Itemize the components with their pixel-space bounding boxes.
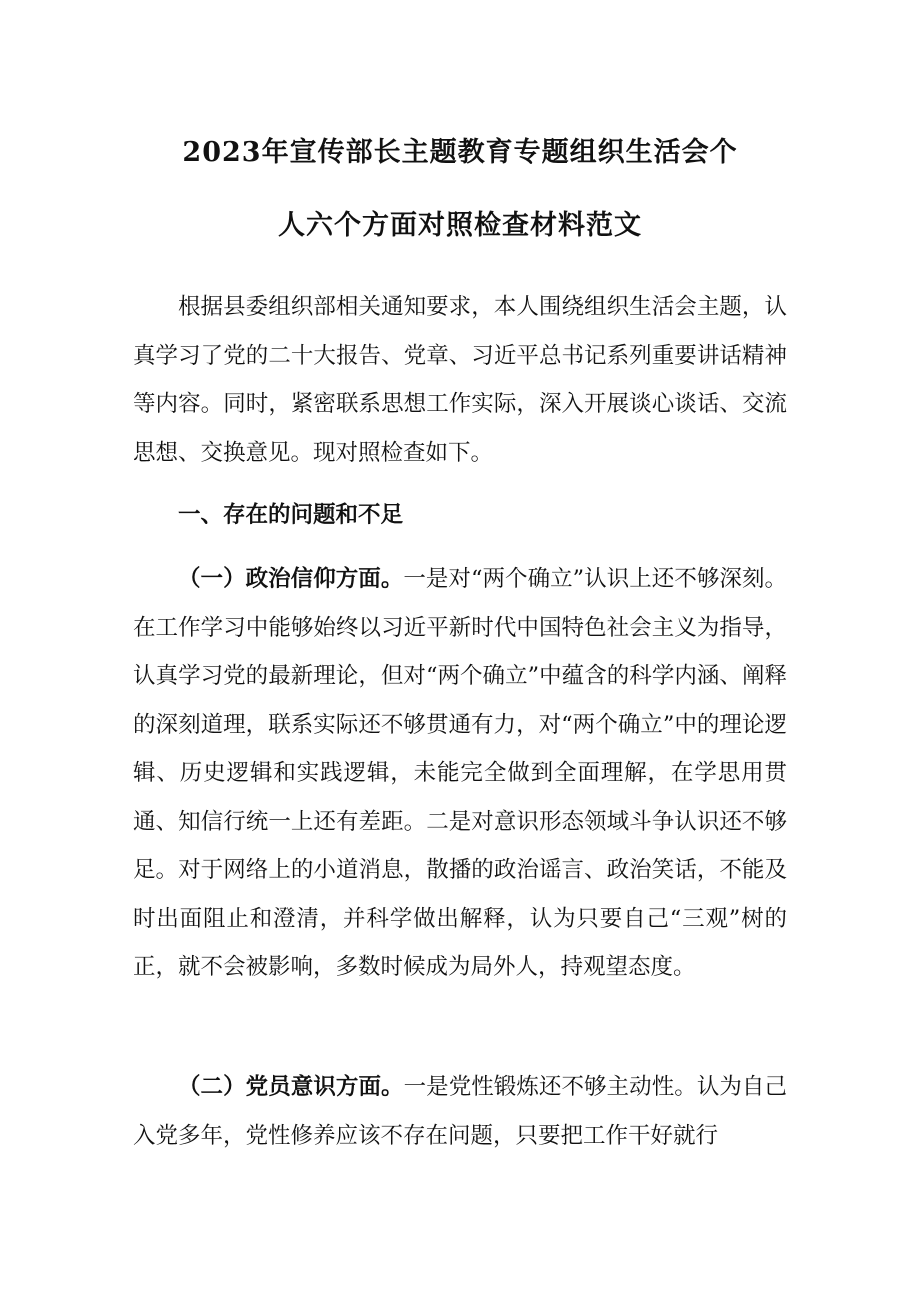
document-title-line-1: 2023年宣传部长主题教育专题组织生活会个 [182, 137, 738, 168]
section-heading-problems: 一、存在的问题和不足 [178, 502, 404, 528]
section-political-belief-body: 一是对“两个确立”认识上还不够深刻。在工作学习中能够始终以习近平新时代中国特色社会主义为指导，认真学习党的最新理论，但对“两个确立”中蕴含的科学内涵、阐释的深刻道理，联系实际还不够贯通有力，对“两个确立”中的理论逻辑、历史逻辑和实践逻辑，未能完全做到全面理解，在学思用贯通、知信行统一上还有差距。二是对意识形态领域斗争认识还不够足。对于网络上的小道消息，散播的政治谣言、政治笑话，不能及时出面阻止和澄清，并科学做出解释，认为只要自己“三观”树的正，就不会被影响，多数时候成为局外人，持观望态度。 [133, 566, 787, 980]
document-title-line-2: 人六个方面对照检查材料范文 [278, 210, 642, 241]
intro-paragraph: 根据县委组织部相关通知要求，本人围绕组织生活会主题，认真学习了党的二十大报告、党章、习近平总书记系列重要讲话精神等内容。同时，紧密联系思想工作实际，深入开展谈心谈话、交流思想、交换意见。现对照检查如下。 [133, 294, 787, 466]
section-political-belief [133, 555, 787, 992]
section-political-belief-lead: （一）政治信仰方面。 [178, 566, 404, 592]
section-party-awareness-lead: （二）党员意识方面。 [178, 1074, 404, 1100]
section-party-awareness [133, 1063, 787, 1160]
section-party-awareness-body: 一是党性锻炼还不够主动性。认为自己入党多年，党性修养应该不存在问题，只要把工作干好就行 [133, 1074, 787, 1149]
